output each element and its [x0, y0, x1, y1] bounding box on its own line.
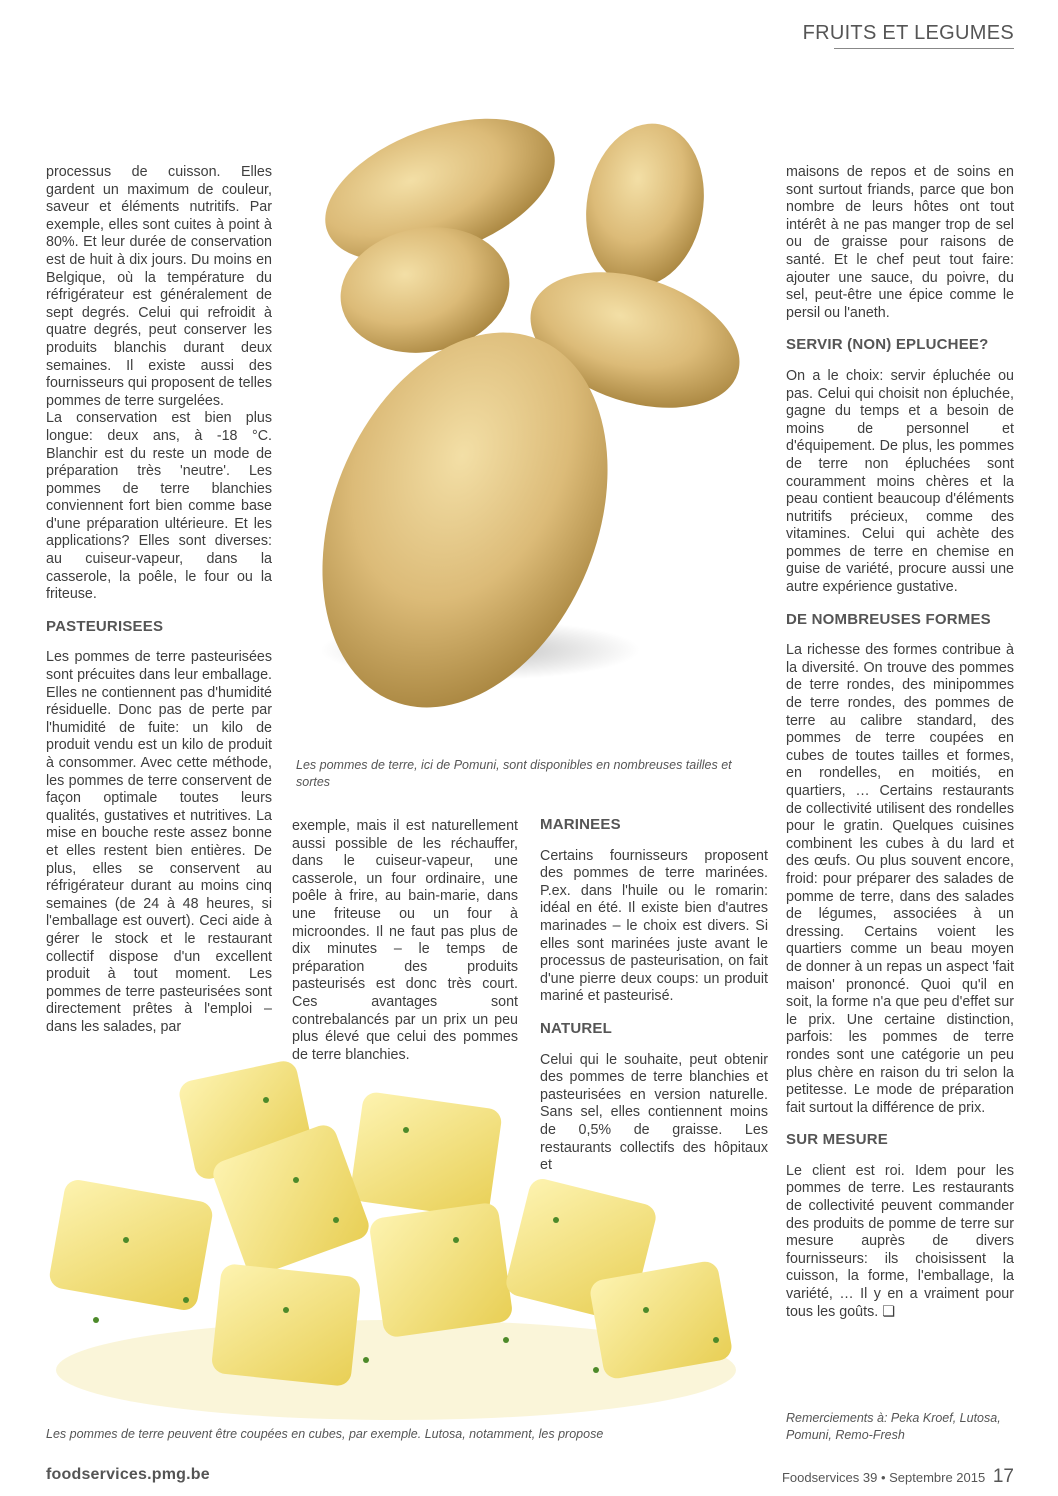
potato-2 — [574, 114, 717, 296]
footer-site-link[interactable]: foodservices.pmg.be — [46, 1466, 210, 1483]
formes-text: La richesse des formes contribue à la diversité. On trouve des pommes de terre rondes, des minipommes de terre rondes, des pommes de terre au calibre standard, des pommes de terre coupées en cubes de toutes tailles et formes, en rondelles, en moitiés, en quartiers, … Certains restaurants de collectivité utilisent des rondelles pour le gratin. Quelques cuisines combinent les cubes à du lard et des œufs. Ou plus souvent encore, froid: pour préparer des salades de pomme de terre, dans des salades de légumes, associées à un dressing. Certains voient les quartiers comme un beau moyen de donner à un repas un aspect 'fait maison' prononcé. Quoi qu'il en soit, la forme n'a que peu d'effet sur le prix. Une certaine distinction, parfois: les pommes de terre rondes sont une catégorie un peu plus chère en raison du tri selon la petitesse. Le mode de préparation fait surtout la différence de prix. — [786, 642, 1014, 1116]
heading-servir: SERVIR (NON) EPLUCHEE? — [786, 336, 989, 354]
right-column — [786, 164, 1014, 1321]
left-intro: processus de cuisson. Elles gardent un maximum de couleur, saveur et éléments nutritifs. Par exemple, elles sont cuites à point à 80%. Et leur durée de conservation est de huit à dix jours. Du moins en Belgique, où la température du réfrigérateur est généralement de sept degrés. Celui qui refroidit à quatre degrés, peut conserver les produits blanchis durant deux semaines. Il existe aussi des fournisseurs qui proposent de telles pommes de terre surgelées. — [46, 164, 272, 409]
caption-cubes: Les pommes de terre peuvent être coupées en cubes, par exemple. Lutosa, notamment, les propose — [46, 1427, 604, 1441]
left-intro-2: La conservation est bien plus longue: deux ans, à -18 °C. Blanchir est du reste un mode de préparation très 'neutre'. Les pommes de terre blanchies conviennent fort bien comme base d'une préparation ultérieure. Et les applications? Elles sont diverses: au cuiseur-vapeur, dans la casserole, la poêle, le four ou la friteuse. — [46, 410, 272, 603]
page-number: 17 — [992, 1466, 1014, 1487]
footer-issue — [782, 1466, 1014, 1488]
left-column — [46, 164, 272, 1037]
heading-marinees: MARINEES — [540, 816, 621, 833]
potatoes-photo — [300, 90, 770, 750]
mesure-text: Le client est roi. Idem pour les pommes de terre. Les restaurants de collectivité peuvent commander des produits de pomme de terre sur mesure auprès de divers fournisseurs: ils choisissent la cuisson, la forme, l'emballage, la variété, … Il y en a vraiment pour tous les goûts. ❏ — [786, 1162, 1014, 1320]
heading-pasteurisees: PASTEURISEES — [46, 617, 164, 635]
footer-issue-text: Foodservices 39 • Septembre 2015 — [781, 1470, 986, 1485]
caption-potatoes: Les pommes de terre, ici de Pomuni, sont disponibles en nombreuses tailles et sortes — [296, 758, 732, 789]
servir-text: On a le choix: servir épluchée ou pas. Celui qui choisit non épluchée, gagne du temps et a besoin de moins de personnel et d'équipement. De plus, les pommes de terre non épluchées sont couramment moins chères et la peau contient beaucoup d'éléments nutritifs précieux, comme des vitamines. Celui qui achète des pommes de terre en chemise en guise de variété, procure aussi une autre expérience gustative. — [786, 367, 1014, 596]
middle-text: exemple, mais il est naturellement aussi possible de les réchauffer, dans le cuiseur-vapeur, une casserole, un four ordinaire, une poêle à frire, au bain-marie, dans une friteuse ou un four à microondes. Il ne faut pas plus de dix minutes – le temps de préparation des produits pasteurisés est donc très court. Ces avantages sont contrebalancés par un prix un peu plus élevé que celui des pommes de terre blanchies. — [292, 818, 518, 1063]
heading-mesure: SUR MESURE — [786, 1131, 889, 1149]
right-intro: maisons de repos et de soins en sont surtout friands, parce que bon nombre de leurs hôtes ont tout intérêt à ne pas manger trop de sel ou de graisse pour raisons de santé. Et le chef peut tout faire: ajouter une sauce, du poivre, du sel, peut-être une épice comme le persil ou l'aneth. — [786, 164, 1014, 321]
section-tag-rule — [834, 48, 1014, 49]
marinees-text: Certains fournisseurs proposent des pommes de terre marinées. P.ex. dans l'huile ou le romarin: idéal en été. Il existe bien d'autres marinades – le choix est divers. Si elles sont marinées juste avant le processus de pasteurisation, on fait d'une pierre deux coups: un produit mariné et pasteurisé. — [540, 847, 768, 1005]
naturel-text: Celui qui le souhaite, peut obtenir des pommes de terre blanchies et pasteurisées en version naturelle. Sans sel, elles contiennent moins de 0,5% de graisse. Les restaurants collectifs des hôpitaux et — [540, 1051, 768, 1174]
section-tag: FRUITS ET LEGUMES — [802, 22, 1014, 44]
heading-formes: DE NOMBREUSES FORMES — [786, 610, 991, 628]
pasteurisees-text: Les pommes de terre pasteurisées sont précuites dans leur emballage. Elles ne contiennent pas d'humidité résiduelle. Donc pas de perte par l'humidité de fuite: un kilo de produit vendu est un kilo de produit à consommer. Avec cette méthode, les pommes de terre conservent de façon optimale toutes leurs qualités, gustatives et nutritives. La mise en bouche reste assez bonne et elles restent bien entières. De plus, elles se conservent au réfrigérateur durant au moins cinq semaines (de 24 à 48 heures, si l'emballage est ouvert). Ceci aide à gérer le stock et le restaurant collectif dispose d'un excellent produit à tout moment. Les pommes de terre pasteurisées sont directement prêtes à l'emploi – dans les salades, par — [46, 649, 272, 1035]
middle-column-2 — [540, 816, 768, 1175]
middle-column — [292, 818, 518, 1064]
acknowledgements: Remerciements à: Peka Kroef, Lutosa, Pomuni, Remo-Fresh — [786, 1411, 1001, 1442]
heading-naturel: NATUREL — [540, 1019, 612, 1037]
